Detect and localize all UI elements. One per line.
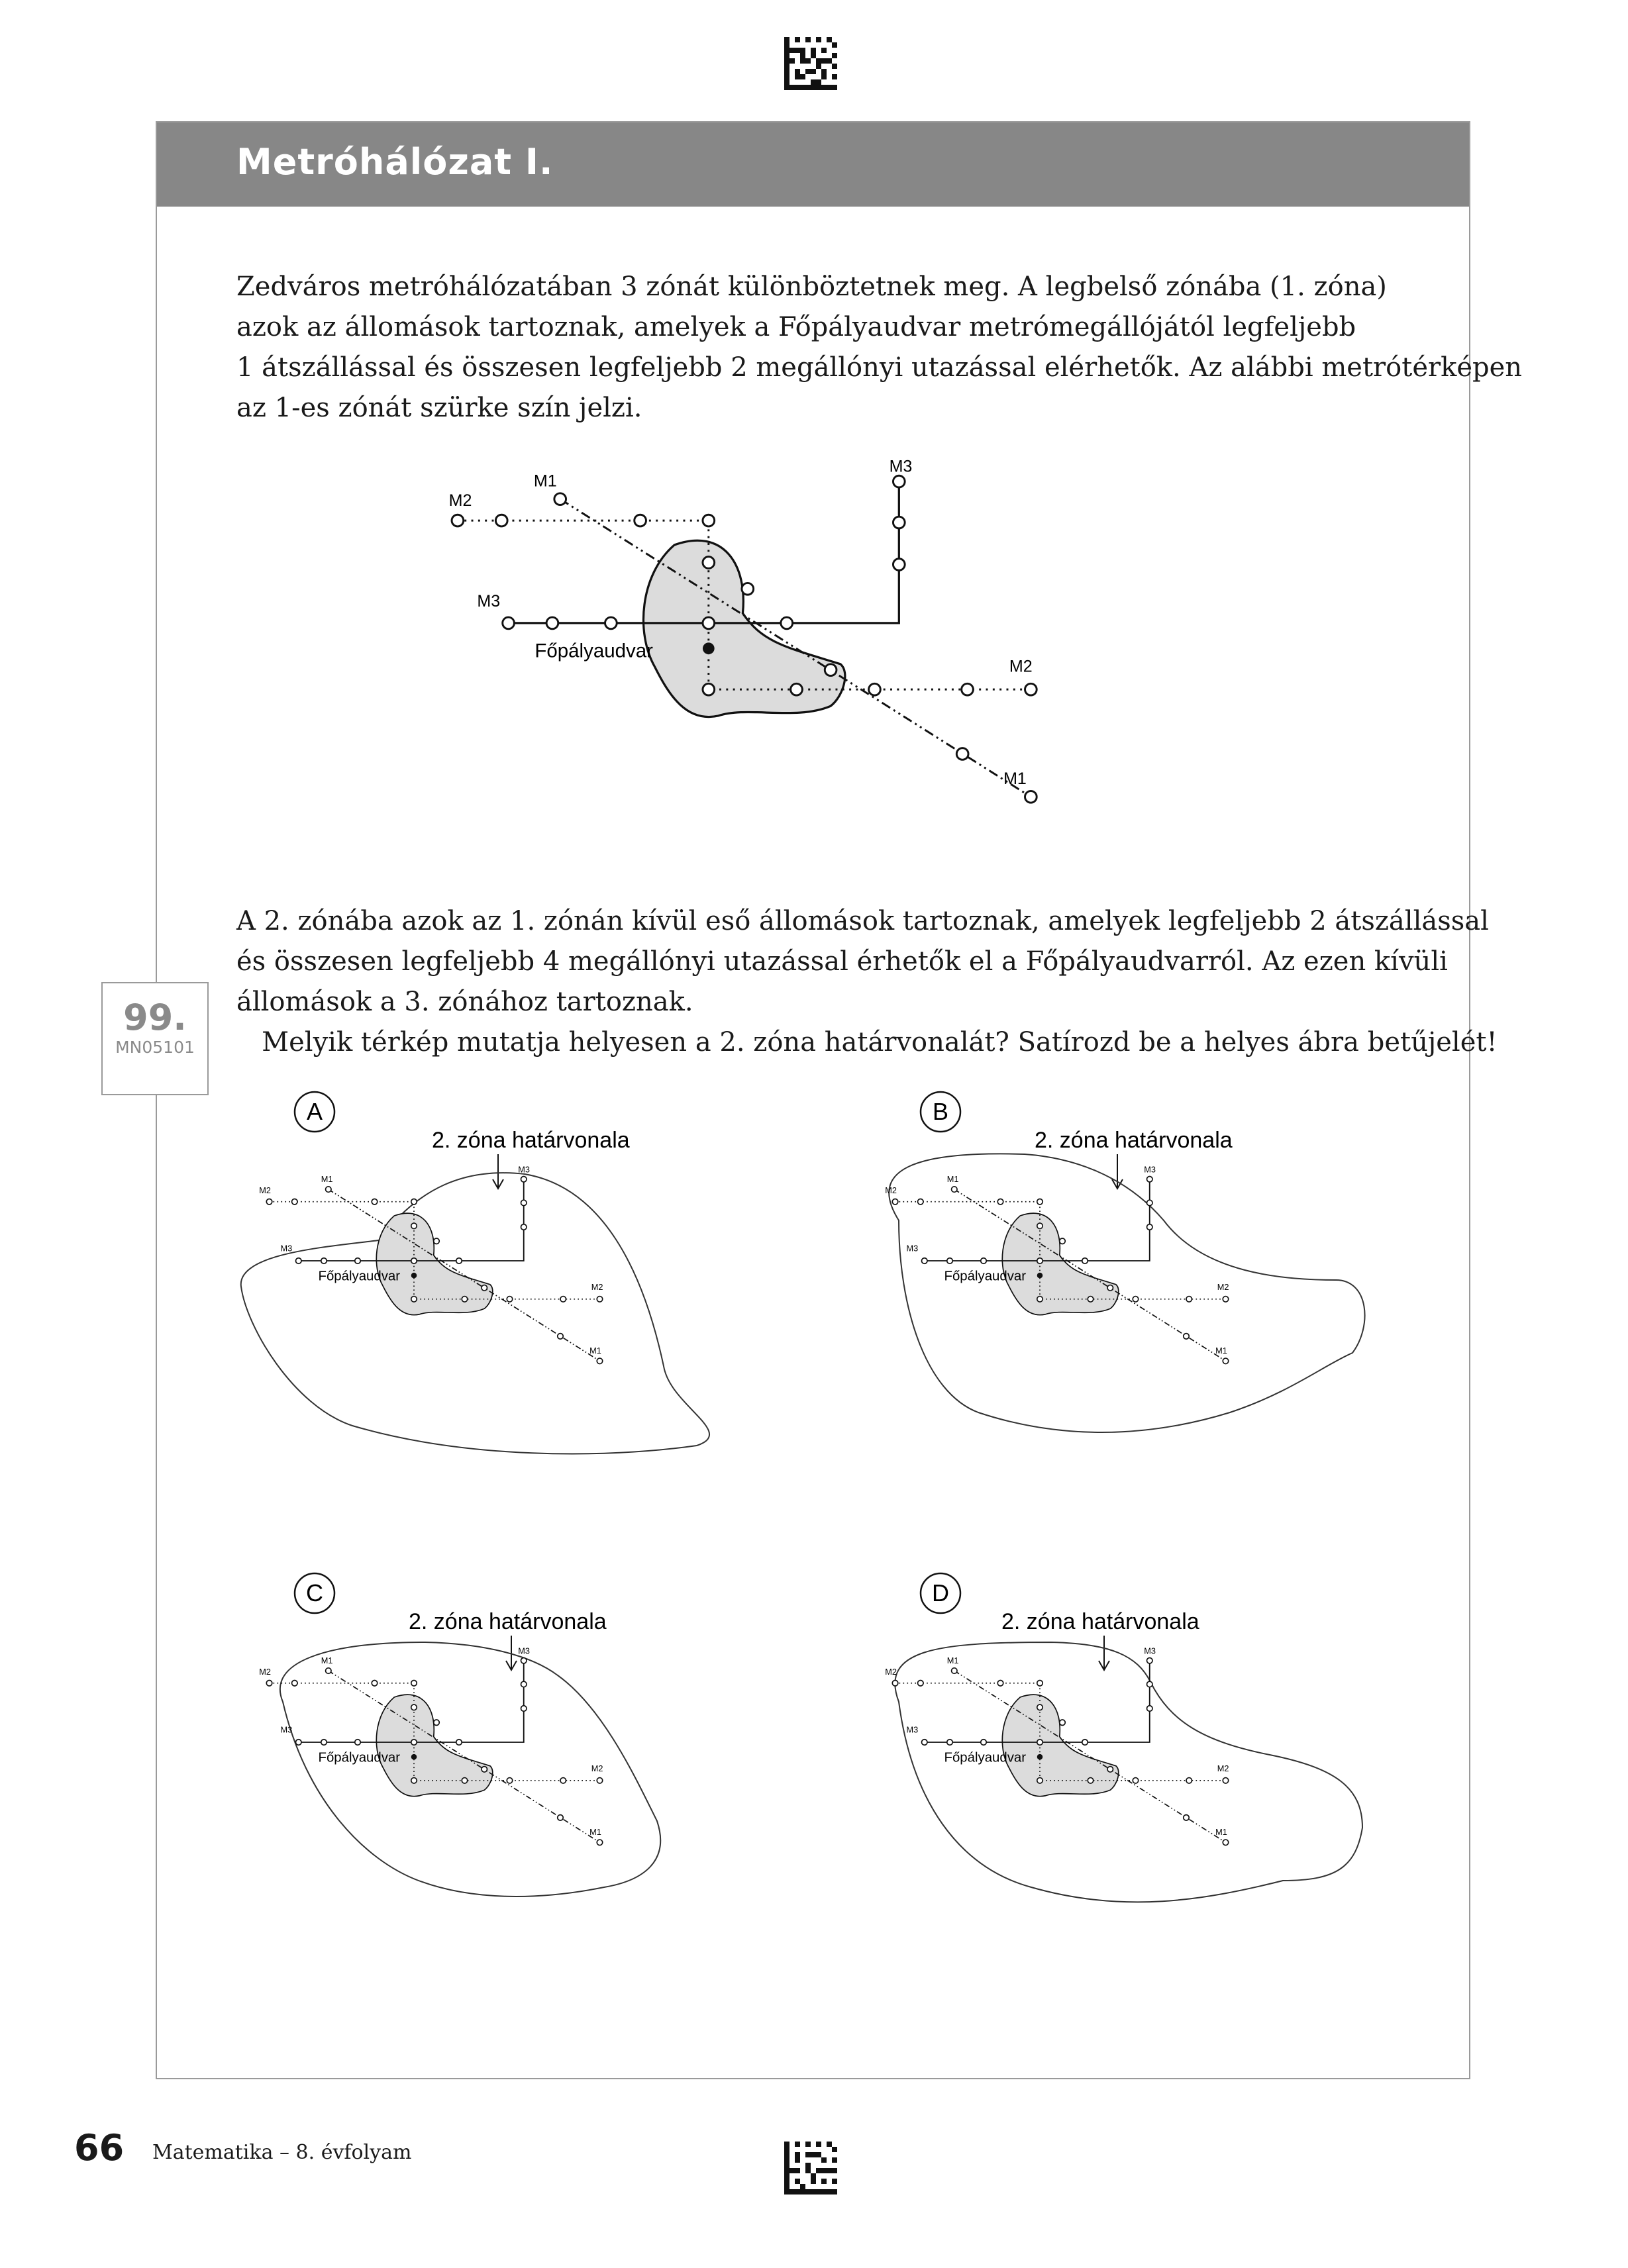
option-c-map[interactable] <box>233 1569 829 1927</box>
page-number: 66 <box>74 2127 125 2169</box>
option-a-letter: A <box>306 1098 323 1125</box>
main-station-label: Főpályaudvar <box>534 640 653 662</box>
option-d-map[interactable] <box>859 1569 1468 1927</box>
question-number: 99. <box>123 997 187 1038</box>
task-line: A 2. zónába azok az 1. zónán kívül eső állomások tartoznak, amelyek legfeljebb 2 átszállással <box>236 906 1489 936</box>
label-m1-top: M1 <box>533 471 557 491</box>
label-m2-left: M2 <box>448 491 472 510</box>
option-b-boundary-label: 2. zóna határvonala <box>1035 1128 1233 1153</box>
intro-line: azok az állomások tartoznak, amelyek a Főpályaudvar metrómegállójától legfeljebb <box>236 312 1356 342</box>
option-c-letter: C <box>306 1579 323 1606</box>
intro-line: 1 átszállással és összesen legfeljebb 2 megállónyi utazással elérhetők. Az alábbi metrótérképen <box>236 352 1523 383</box>
option-b-letter: B <box>932 1098 949 1125</box>
label-m1-bottom: M1 <box>1003 769 1027 789</box>
qr-code-icon <box>784 37 837 90</box>
label-m3-top: M3 <box>889 457 913 476</box>
question-code: MN05101 <box>115 1038 195 1057</box>
metro-map <box>435 457 1197 848</box>
option-d-zone2 <box>895 1642 1362 1902</box>
option-b-map[interactable] <box>859 1088 1468 1446</box>
question-number-box <box>101 982 209 1095</box>
qr-code-icon <box>784 2142 837 2194</box>
task-line: állomások a 3. zónához tartoznak. <box>236 987 693 1017</box>
label-m2-right: M2 <box>1009 657 1033 676</box>
option-a-map[interactable] <box>233 1088 829 1446</box>
intro-line: az 1-es zónát szürke szín jelzi. <box>236 393 642 423</box>
intro-paragraph <box>236 267 1522 428</box>
option-b-zone2 <box>889 1154 1364 1432</box>
qr-code-top <box>784 37 837 90</box>
option-d-boundary-label: 2. zóna határvonala <box>1001 1609 1199 1634</box>
intro-line: Zedváros metróhálózatában 3 zónát különböztetnek meg. A legbelső zónába (1. zóna) <box>236 271 1387 302</box>
option-a-boundary-label: 2. zóna határvonala <box>432 1128 630 1153</box>
footer-subject: Matematika – 8. évfolyam <box>152 2141 412 2164</box>
option-a-zone2 <box>241 1173 709 1454</box>
title-bar <box>157 123 1469 207</box>
option-c-boundary-label: 2. zóna határvonala <box>409 1609 607 1634</box>
qr-code-bottom <box>784 2142 837 2194</box>
task-title: Metróhálózat I. <box>236 141 554 183</box>
zone1-area <box>643 540 844 716</box>
task-line: és összesen legfeljebb 4 megállónyi utazással érhetők el a Főpályaudvarról. Az ezen kívüli <box>236 946 1448 977</box>
task-frame <box>156 121 1523 2079</box>
task-paragraph <box>236 901 1498 1063</box>
main-station-dot <box>703 642 715 654</box>
label-m3-left: M3 <box>477 591 501 611</box>
option-d-letter: D <box>932 1579 949 1606</box>
task-line: Melyik térkép mutatja helyesen a 2. zóna határvonalát? Satírozd be a helyes ábra betűjelét! <box>236 1027 1498 1058</box>
